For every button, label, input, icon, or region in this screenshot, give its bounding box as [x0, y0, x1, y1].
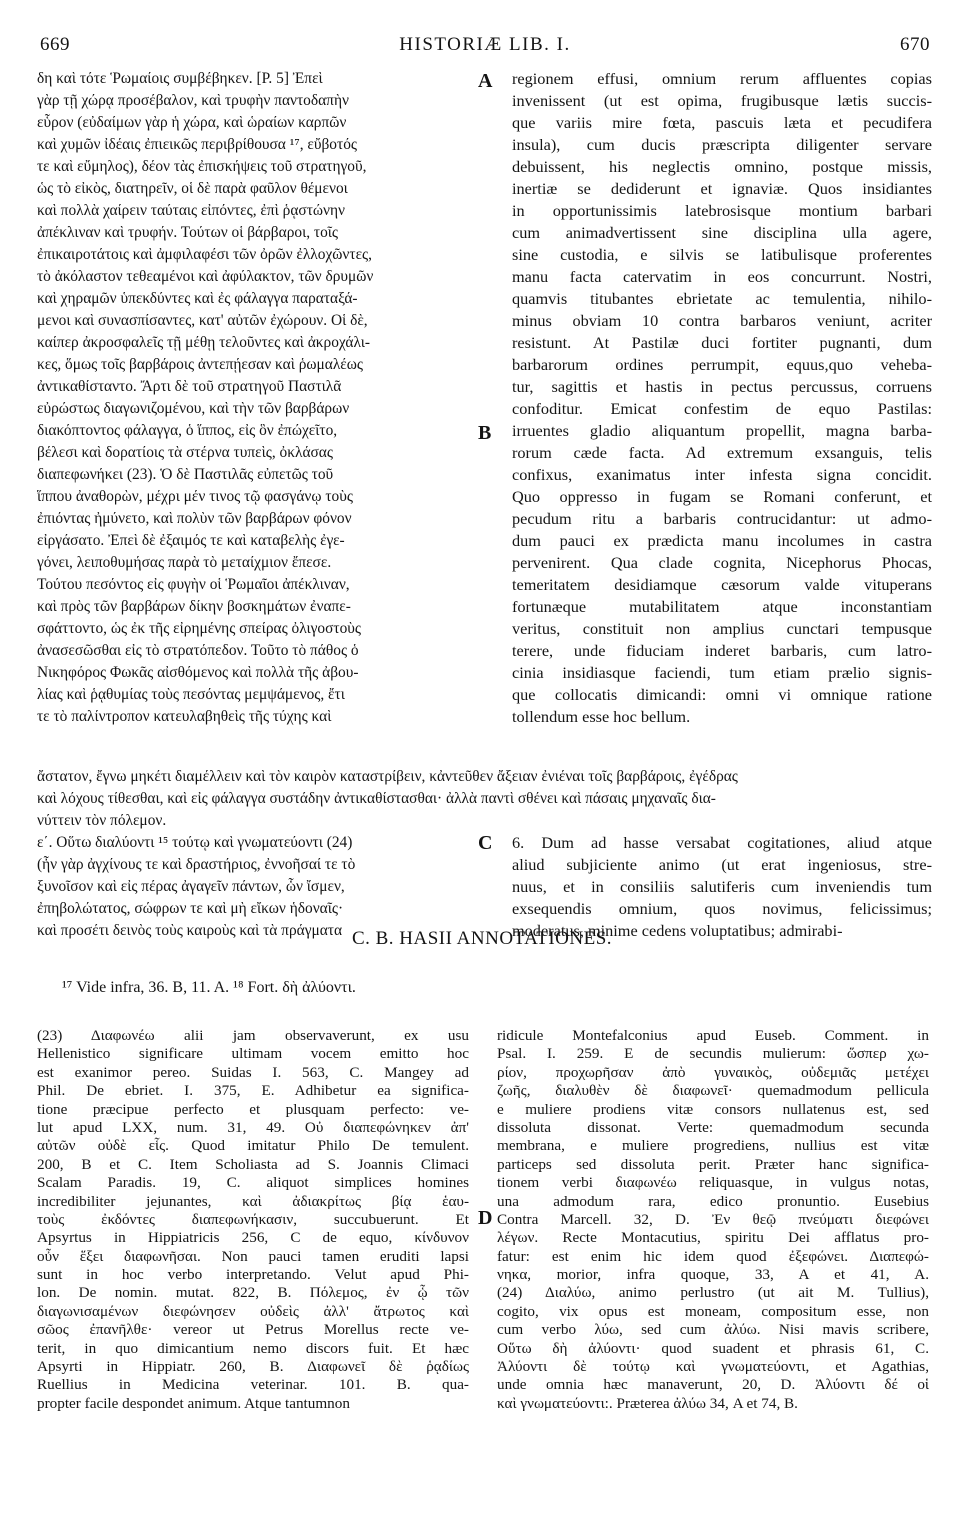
- latin-text-line: 6. Dum ad hasse versabat cogitationes, aliud atque: [512, 833, 932, 852]
- annotation-line: Apsyrtus in Hippiatricis 256, C de equo, κίνδυνον: [37, 1229, 469, 1247]
- annotation-line: dissoluta dissonat. Verte: quemadmodum secunda: [497, 1118, 929, 1136]
- annotation-line: Scalam Paradis. 19, C. aliquot simplices homines: [37, 1174, 469, 1192]
- latin-text-line: insula), cum ducis præscripta diligenter servare: [512, 135, 932, 154]
- latin-text-line: Quo oppresso in fugam se Romani conferunt, et: [512, 487, 932, 506]
- latin-text-line: quamvis titubantes ebrietate ac temulentia, nihilo-: [512, 289, 932, 308]
- greek-text-line: δη καὶ τότε Ῥωμαίοις συμβέβηκεν. [P. 5] Ἐπεὶ: [37, 70, 323, 87]
- latin-text-line: moderatus, minime cedens voluptatibus; admirabi-: [512, 921, 843, 940]
- latin-text-line: debuissent, his neglectis omnino, postque missis,: [512, 157, 932, 176]
- greek-text-line: τε τὸ παλίντροπον κατευλαβηθεὶς τῆς τύχης καὶ: [37, 708, 332, 725]
- annotation-line: Contra Marcell. 32, D. Ἐν θεῷ πνεύματι διεφώνει: [497, 1210, 929, 1228]
- greek-text-line: εὗρον (εὐδαίμων γὰρ ἡ χώρα, καὶ ὡραίων καρπῶν: [37, 114, 347, 131]
- margin-marker-a: A: [478, 70, 493, 92]
- annotation-line: καὶ γνωματεύοντι:. Præterea ἀλύω 34, A et 74, B.: [497, 1394, 798, 1412]
- latin-text-line: dum pauci ex prædicta manu incolumes in castra: [512, 531, 932, 550]
- greek-text-line: καὶ λόχους τίθεσθαι, καὶ εἰς φάλαγγα συστάδην ἀντικαθίστασθαι· ἀλλὰ παντὶ σθένει καὶ πάσαις μηχαναῖς δια-: [37, 790, 716, 807]
- annotation-line: unde omnia hæc manaverunt, 20, D. Ἀλύοντι δέ οἱ: [497, 1376, 929, 1394]
- annotation-line: ρίον, προχωρῆσαν ἀπὸ γυναικὸς, οὐδεμιᾶς μετέχει: [497, 1063, 929, 1081]
- greek-text-line: καὶ χηραμῶν ὑπεκδύντες καὶ ἐς φάλαγγα παραταξά-: [37, 290, 358, 307]
- latin-text-line: temeritatem desidiamque cæsorum valde vituperans: [512, 575, 932, 594]
- greek-text-line: διαπεφωνήκει (23). Ὁ δὲ Παστιλᾶς εὐπετῶς τοῦ: [37, 466, 334, 483]
- greek-text-line: τε καὶ εὔμηλος), δέον τὰς ἐπισκήψεις τοῦ στρατηγοῦ,: [37, 158, 367, 175]
- latin-text-line: que variis mire fœta, pascuis læta et pecudifera: [512, 113, 932, 132]
- annotation-line: Phil. De ebriet. I. 375, E. Adhibetur ea significa-: [37, 1082, 469, 1100]
- latin-text-line: barbarorum ordines perrumpit, equus,quo veheba-: [512, 355, 932, 374]
- latin-text-line: inertiæ se dediderunt et ignaviæ. Quos insidiantes: [512, 179, 932, 198]
- greek-text-line: ἐπηβολώτατος, σώφρων τε καὶ μὴ εἴκων ἡδοναῖς·: [37, 900, 344, 917]
- annotation-line: ζωῆς, διαλυθὲν δὲ διαφωνεῖ· quemadmodum pellicula: [497, 1082, 929, 1100]
- latin-text-column: [512, 68, 932, 728]
- latin-text-column-section-6: [512, 832, 932, 942]
- page-number-left: 669: [40, 34, 70, 55]
- annotation-line: διαγωνισαμένων διεφώνησεν οὐδεὶς ἀλλ' ἄτρωτος καὶ: [37, 1302, 469, 1320]
- latin-text-line: resistunt. At Pastilæ duci fortiter pugnanti, dum: [512, 333, 932, 352]
- greek-text-line: καὶ πολλὰ χαίρειν ταύταις εἰπόντες, ἐπὶ ῥᾳστώνην: [37, 202, 345, 219]
- latin-text-line: tur, sagittis et hastis in pectus percussus, corruens: [512, 377, 932, 396]
- annotation-line: σῶος ἐπανῆλθε· vereor ut Petrus Morellus recte ve-: [37, 1321, 469, 1339]
- greek-text-line: Τούτου πεσόντος εἰς φυγὴν οἱ Ῥωμαῖοι ἀπέκλιναν,: [37, 576, 350, 593]
- latin-text-line: irruentes gladio aliquantum propellit, magna barba-: [512, 421, 932, 440]
- greek-text-line: γὰρ τῇ χώρᾳ προσέβαλον, καὶ τρυφὴν παντοδαπὴν: [37, 92, 349, 109]
- greek-text-line: καὶ πρὸς τῶν βαρβάρων δίκην βοσκημάτων ἐναπε-: [37, 598, 351, 615]
- greek-text-line: ἀπέκλιναν καὶ τρυφήν. Τούτων οἱ βάρβαροι, τοῖς: [37, 224, 339, 241]
- annotation-line: particeps sed dissoluta perit. Præter hanc significa-: [497, 1155, 929, 1173]
- latin-text-line: sine custodia, e silvis se latibulisque proferentes: [512, 245, 932, 264]
- greek-text-line: ἐπιόντας ἠμύνετο, καὶ πολὺν τῶν βαρβάρων φόνον: [37, 510, 352, 527]
- latin-text-line: invenissent (ut est opima, frugibusque lætis succis-: [512, 91, 932, 110]
- annotation-line: tione præcipue perfecto et plusquam perfecto: ve-: [37, 1100, 469, 1118]
- greek-text-line: σφάττοντο, ὡς ἐκ τῆς εἰρημένης σπείρας ὀλιγοστοὺς: [37, 620, 362, 637]
- greek-text-line: ξυνοῖσον καὶ εἰς πέρας ἀγαγεῖν πάντων, ὧν ἴσμεν,: [37, 878, 345, 895]
- annotation-line: λέγων. Recte Montacutius, spiritu Dei afflatus pro-: [497, 1229, 929, 1247]
- annotation-line: Ruellius in Medicina veterinar. 101. B. qua-: [37, 1376, 469, 1394]
- margin-marker-c: C: [478, 832, 493, 854]
- greek-text-line: (ἦν γὰρ ἀγχίνους τε καὶ δραστήριος, ἐννοῆσαί τε τὸ: [37, 856, 356, 873]
- latin-text-line: pecudum ritu a barbaris contrucidantur: ut admo-: [512, 509, 932, 528]
- latin-text-line: cum animadvertissent sine disciplina ulla agere,: [512, 223, 932, 242]
- annotation-line: lon. De nomin. mutat. 822, B. Πόλεμος, ἐν ᾧ τῶν: [37, 1284, 469, 1302]
- latin-text-line: que collocatis dimicandi: omni vi omnique ratione: [512, 685, 932, 704]
- greek-text-line: ὡς τὸ εἰκὸς, διατηρεῖν, οἱ δὲ παρὰ φαῦλον θέμενοι: [37, 180, 348, 197]
- latin-text-line: exsequendis omnium, quos novimus, felicissimus;: [512, 899, 932, 918]
- greek-text-line: τὸ ἀκόλαστον τεθεαμένοι καὶ ἀφύλακτον, τῶν δρυμῶν: [37, 268, 374, 285]
- greek-text-line: ἀντικαθίσταντο. Ἄρτι δὲ τοῦ στρατηγοῦ Παστιλᾶ: [37, 378, 342, 395]
- annotation-line: Apsyrti in Hippiatr. 260, B. Διαφωνεῖ δὲ ῥᾳδίως: [37, 1358, 469, 1376]
- annotation-line: est exanimor pereo. Suidas I. 563, C. Mangey ad: [37, 1063, 469, 1081]
- greek-text-line: διακόπτοντος φάλαγγα, ὁ ἵππος, εἰς ὃν ἐπώχεῖτο,: [37, 422, 338, 439]
- annotation-line: Psal. I. 259. E de secundis mulierum: ὥσπερ χω-: [497, 1045, 929, 1063]
- annotations-left-column: [37, 1027, 469, 1413]
- annotation-line: sunt in hoc verbo interpretando. Velut apud Phi-: [37, 1266, 469, 1284]
- footnote: ¹⁷ Vide infra, 36. B, 11. A. ¹⁸ Fort. δὴ ἀλύοντι.: [62, 979, 356, 996]
- annotation-line: 200, B et C. Item Scholiasta ad S. Joannis Climaci: [37, 1155, 469, 1173]
- annotation-line: ridicule Montefalconius apud Euseb. Comment. in: [497, 1027, 929, 1044]
- annotation-line: membrana, e muliere progrediens, nullius est vitæ: [497, 1137, 929, 1155]
- latin-text-line: terere, unde fiduciam inderet barbaris, cum latro-: [512, 641, 932, 660]
- greek-text-line: λίας καὶ ῥᾳθυμίας τοὺς πεσόντας μεμψάμενος, ἔτι: [37, 686, 345, 703]
- annotation-line: terit, in quo dimicantium nemo discors fuit. Et hæc: [37, 1339, 469, 1357]
- running-head: [40, 34, 930, 58]
- greek-text-line: κες, ὅμως τοῖς βαρβάροις ἀντεπῄεσαν καὶ ῥωμαλέως: [37, 356, 363, 373]
- latin-text-line: aliud subjiciente animo (ut erat ingeniosus, stre-: [512, 855, 932, 874]
- annotation-line: fatur: est enim hic idem quod ἐξεφώνει. Διαπεφώ-: [497, 1247, 929, 1265]
- annotation-line: Ἀλύοντι δὲ τούτῳ καὶ γνωματεύοντι, et Agathias,: [497, 1358, 929, 1376]
- latin-text-line: pervenirent. Qua clade cognita, Nicephorus Phocas,: [512, 553, 932, 572]
- annotation-line: Hellenistico significare ultimam vocem emitto hoc: [37, 1045, 469, 1063]
- latin-text-line: rorum cæde facta. Ad extremum exsanguis, telis: [512, 443, 932, 462]
- latin-text-line: manu facta catervatim in eos concurrunt. Nostri,: [512, 267, 932, 286]
- latin-text-line: in opportunissimis latebrosisque montium barbari: [512, 201, 932, 220]
- greek-text-line: καίπερ ἀκροσφαλεῖς τῇ μέθῃ τελοῦντες καὶ ἀκροχάλι-: [37, 334, 371, 351]
- latin-text-line: regionem effusi, omnium rerum affluentes copias: [512, 69, 932, 88]
- latin-text-line: minus obviam 10 contra barbaros veniunt, acriter: [512, 311, 932, 330]
- latin-text-line: tollendum esse hoc bellum.: [512, 707, 691, 726]
- latin-text-line: nuus, et in consiliis salutiferis cum inveniendis tum: [512, 877, 932, 896]
- greek-text-line: γόνει, λειποθυμήσας παρὰ τὸ μεταίχμιον ἔπεσε.: [37, 554, 332, 571]
- margin-marker-d: D: [478, 1207, 493, 1229]
- latin-text-line: confixus, exanimatus inter infesta signa concidit.: [512, 465, 932, 484]
- annotation-line: cogito, vix opus est moneam, compositum esse, non: [497, 1302, 929, 1320]
- running-title: HISTORIÆ LIB. I.: [399, 34, 571, 55]
- annotation-line: incredibiliter jejunantes, καὶ ἀδιακρίτως βίᾳ ἑαυ-: [37, 1192, 469, 1210]
- greek-text-line: εὐρώστως διαγωνιζομένου, καὶ τὴν τῶν βαρβάρων: [37, 400, 350, 417]
- latin-text-line: confoditur. Emicat confestim de equo Pastilas:: [512, 399, 932, 418]
- annotations-heading: C. B. HASII ANNOTATIONES.: [351, 928, 613, 949]
- latin-text-line: fortunæque mutabilitatem atque inconstantiam: [512, 597, 932, 616]
- greek-text-line: εἰργάσατο. Ἐπεὶ δὲ ἐξαιμός τε καὶ καταβελὴς ἐγε-: [37, 532, 345, 549]
- annotation-line: νηκα, morior, infra quoque, 33, A et 41, A.: [497, 1266, 929, 1284]
- greek-text-line: βέλεσι καὶ δορατίοις τὰ στέρνα τυπεὶς, ὀκλάσας: [37, 444, 333, 461]
- annotations-right-column: [497, 1027, 929, 1413]
- annotation-line: (24) Διαλύω, animo perlustro (ut ait M. Tullius),: [497, 1284, 929, 1302]
- greek-text-line: ἵππου ἀναθορὼν, μέχρι μέν τινος τῷ φασγάνῳ τοὺς: [37, 488, 353, 505]
- annotation-line: cum verbo λύω, sed cum ἀλύω. Nisi mavis scribere,: [497, 1321, 929, 1339]
- annotation-line: e muliere prodiens vitæ consors nullatenus est, sed: [497, 1100, 929, 1118]
- annotation-line: propter facile despondet animum. Atque tantumnon: [37, 1394, 350, 1412]
- greek-text-line: μενοι καὶ συνασπίσαντες, κατ' αὐτῶν ἐχώρουν. Οἱ δὲ,: [37, 312, 368, 329]
- annotation-line: οὖν ἕξει διαφωνῆσαι. Non pauci tamen eruditi lapsi: [37, 1247, 469, 1265]
- annotation-line: tionem verbi διαφωνέω reliquasque, in vulgus notas,: [497, 1174, 929, 1192]
- latin-text-line: veritus, constituit non amplius cunctari tempusque: [512, 619, 932, 638]
- page-number-right: 670: [900, 34, 930, 55]
- greek-text-column: [37, 68, 477, 728]
- latin-text-line: cinia insidiasque faciendi, tum etiam prælio signis-: [512, 663, 932, 682]
- greek-full-width-passage: [37, 766, 929, 832]
- greek-text-line: καὶ προσέτι δεινὸς τοὺς καιροὺς καὶ τὰ πράγματα: [37, 922, 343, 939]
- annotation-line: τοὺς ἐκδόντες διαπεφωνήκασιν, succubuerunt. Et: [37, 1210, 469, 1228]
- annotation-line: una admodum rara, edico pronuntio. Eusebius: [497, 1192, 929, 1210]
- greek-text-column-section-5: [37, 832, 477, 942]
- annotation-line: lut apud LXX, num. 31, 49. Οὐ διαπεφώνηκεν ἀπ': [37, 1118, 469, 1136]
- margin-marker-b: B: [478, 422, 492, 444]
- greek-text-line: νύττειν τὸν πόλεμον.: [37, 812, 167, 829]
- greek-text-line: ἀνασεσῶσθαι εἰς τὸ στρατόπεδον. Τοῦτο τὸ πάθος ὁ: [37, 642, 359, 659]
- greek-text-line: ε΄. Οὕτω διαλύοντι ¹⁵ τούτῳ καὶ γνωματεύοντι (24): [37, 834, 353, 851]
- greek-text-line: ἄστατον, ἔγνω μηκέτι διαμέλλειν καὶ τὸν καιρὸν καταστρίβειν, κἀντεῦθεν ἄξειαν ἐνιέναι τοῖς βαρβάροις, ἐγέδρας: [37, 768, 738, 785]
- greek-text-line: ἐπικαιροτάτοις καὶ ἀμφιλαφέσι τῶν ὀρῶν ἐλλοχῶντες,: [37, 246, 372, 263]
- annotation-line: Οὕτω δὴ ἀλύοντι· quod suadent et phrasis 61, C.: [497, 1339, 929, 1357]
- greek-text-line: καὶ χυμῶν ἰδέαις ἐπιεικῶς περιβρίθουσα ¹⁷, εὔβοτός: [37, 136, 357, 153]
- greek-text-line: Νικηφόρος Φωκᾶς αἰσθόμενος καὶ πολλὰ τῆς ἀβου-: [37, 664, 359, 681]
- annotation-line: αὐτῶν οὐδὲ εἷς. Quod imitatur Philo De temulent.: [37, 1137, 469, 1155]
- annotation-line: (23) Διαφωνέω alii jam observaverunt, ex usu: [37, 1027, 469, 1044]
